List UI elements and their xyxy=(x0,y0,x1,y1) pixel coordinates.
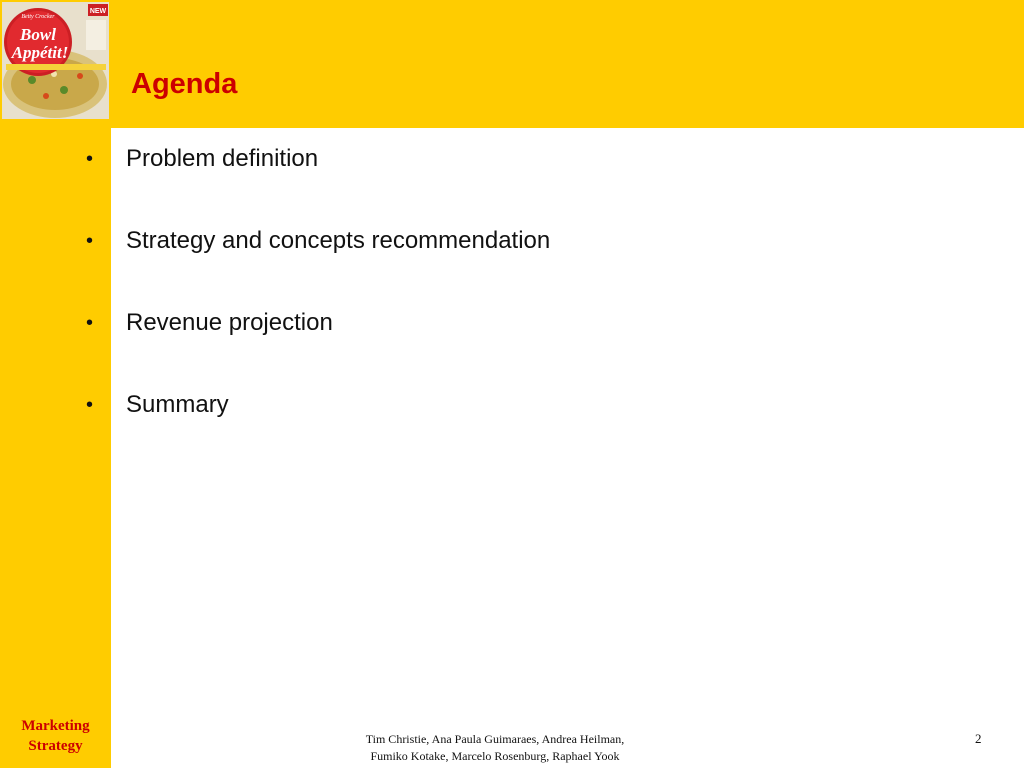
list-item xyxy=(86,144,550,226)
authors-line1: Tim Christie, Ana Paula Guimaraes, Andrea Heilman, xyxy=(365,732,625,746)
list-item-text: Strategy and concepts recommendation xyxy=(126,227,551,254)
list-item xyxy=(86,308,550,390)
brand-text: Betty Crocker xyxy=(21,14,55,20)
list-item xyxy=(86,226,550,308)
product-name-line1: Bowl xyxy=(20,25,56,44)
list-item-text: Summary xyxy=(126,391,229,418)
footer-authors xyxy=(300,731,690,765)
bullet-icon: • xyxy=(86,230,94,252)
bullet-icon: • xyxy=(86,148,94,170)
agenda-list xyxy=(86,144,550,472)
course-label-line1: Marketing xyxy=(21,718,90,734)
badge-text: NEW xyxy=(89,8,107,15)
page-number: 2 xyxy=(975,731,982,746)
list-item-text: Revenue projection xyxy=(126,309,333,336)
product-name-line2: Appétit! xyxy=(11,43,69,62)
authors-line2: Fumiko Kotake, Marcelo Rosenburg, Raphael Yook xyxy=(370,749,620,763)
list-item xyxy=(86,390,550,472)
bullet-icon: • xyxy=(86,312,94,334)
list-item-text: Problem definition xyxy=(126,145,319,172)
header-band xyxy=(0,0,1024,128)
product-logo-image xyxy=(2,2,109,119)
slide-title: Agenda xyxy=(131,68,238,100)
bullet-icon: • xyxy=(86,394,94,416)
course-label xyxy=(0,716,111,756)
course-label-line2: Strategy xyxy=(28,738,83,754)
